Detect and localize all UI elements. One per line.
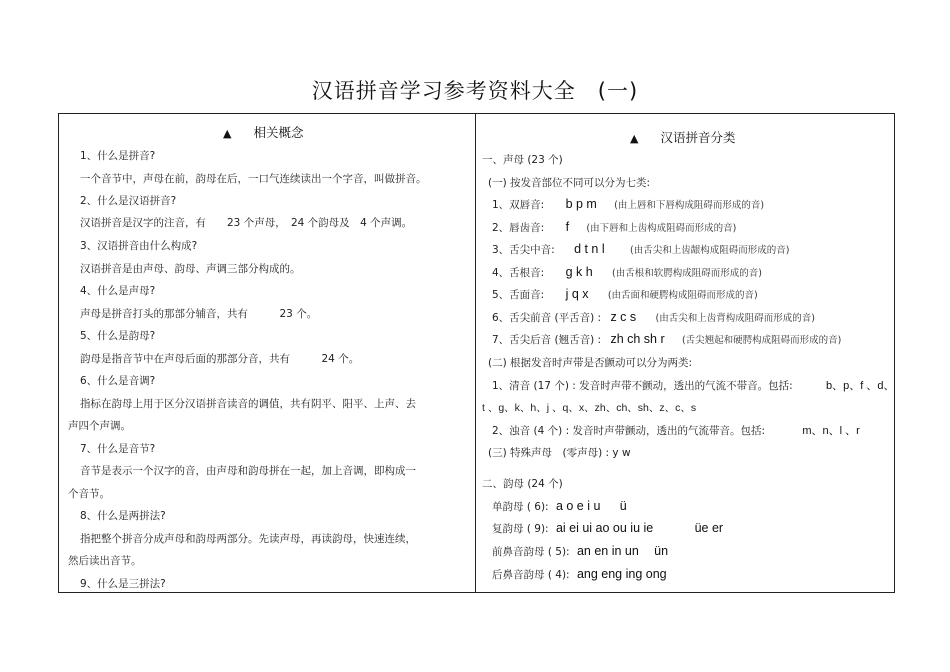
place-row-3 — [492, 242, 789, 257]
place-letters: b p m — [565, 197, 597, 211]
place-note: (由下唇和上齿构成阻碍而形成的音) — [586, 223, 737, 234]
yunmu-extra: ün — [654, 544, 669, 558]
yunmu-letters: ang eng ing ong — [576, 567, 667, 581]
place-note: (由舌根和软腭构成阻碍而形成的音) — [612, 268, 762, 279]
answer-7-line-1: 音节是表示一个汉字的音，由声母和韵母拼在一起，加上音调，即构成一 — [80, 465, 416, 477]
zhuoyin-letters: m、n、l 、r — [802, 425, 860, 437]
zhuoyin-description: 2、浊音 (4 个) : 发音时声带颤动，透出的气流带音。包括: — [492, 425, 765, 437]
right-column-heading — [630, 128, 735, 146]
place-label: 4、舌根音: — [492, 267, 545, 279]
place-row-6 — [492, 310, 815, 325]
place-letters: j q x — [565, 287, 589, 301]
question-6: 6、什么是音调? — [80, 375, 156, 387]
place-letters: zh ch sh r — [610, 332, 665, 346]
place-label: 1、双唇音: — [492, 199, 545, 211]
qingyin-line-1 — [492, 377, 894, 393]
answer-8-line-1: 指把整个拼音分成声母和韵母两部分。先读声母，再读韵母，快速连续， — [80, 533, 416, 545]
place-label: 3、舌尖中音: — [492, 244, 555, 256]
answer-4-line-1: 声母是拼音打头的那部分辅音，共有 23 个。 — [80, 308, 318, 320]
yunmu-row-3 — [492, 544, 668, 559]
place-note: (由舌面和硬腭构成阻碍而形成的音) — [607, 290, 758, 301]
shengmu-subsection-3: (三) 特殊声母 (零声母) : y w — [488, 447, 631, 459]
place-note: (舌尖翘起和硬腭构成阻碍而形成的音) — [681, 335, 842, 346]
zhuoyin-line — [492, 422, 860, 438]
column-divider — [475, 113, 476, 593]
place-row-4 — [492, 265, 762, 280]
qingyin-letters: b、p、f 、d、 — [826, 380, 895, 392]
yunmu-letters: a o e i u — [555, 499, 601, 513]
place-row-1 — [492, 197, 764, 212]
yunmu-row-1 — [492, 499, 627, 514]
place-note: (由舌尖和上齿龈构成阻碍而形成的音) — [629, 245, 790, 256]
answer-6-line-2: 声四个声调。 — [68, 420, 131, 432]
place-row-7 — [492, 332, 841, 347]
place-note: (由舌尖和上齿背构成阻碍而形成的音) — [655, 313, 815, 324]
place-letters: f — [565, 220, 570, 234]
left-column-heading — [223, 123, 303, 141]
right-heading-text: 汉语拼音分类 — [660, 130, 736, 145]
left-heading-text: 相关概念 — [253, 125, 304, 140]
place-letters: g k h — [565, 265, 593, 279]
answer-5-line-1: 韵母是指音节中在声母后面的那部分音，共有 24 个。 — [80, 353, 360, 365]
shengmu-title: 一、声母 (23 个) — [482, 154, 563, 166]
place-label: 5、舌面音: — [492, 289, 545, 301]
question-8: 8、什么是两拼法? — [80, 510, 166, 522]
place-row-5 — [492, 287, 758, 302]
yunmu-letters: an en in un — [576, 544, 639, 558]
answer-8-line-2: 然后读出音节。 — [68, 555, 142, 567]
answer-2-line-1: 汉语拼音是汉字的注音，有 23 个声母， 24 个韵母及 4 个声调。 — [80, 217, 413, 229]
yunmu-extra: ü — [619, 499, 627, 513]
answer-3-line-1: 汉语拼音是由声母、韵母、声调三部分构成的。 — [80, 263, 301, 275]
qingyin-description: 1、清音 (17 个) : 发音时声带不颤动，透出的气流不带音。包括: — [492, 380, 793, 392]
black-triangle-icon: ▲ — [223, 127, 232, 140]
place-letters: d t n l — [574, 242, 605, 256]
yunmu-letters: ai ei ui ao ou iu ie — [555, 521, 654, 535]
shengmu-subsection-2: (二) 根据发音时声带是否颤动可以分为两类: — [488, 357, 693, 369]
place-note: (由上唇和下唇构成阻碍而形成的音) — [614, 200, 765, 211]
place-label: 2、唇齿音: — [492, 222, 545, 234]
yunmu-row-2 — [492, 521, 723, 536]
place-label: 7、舌尖后音 (翘舌音) : — [492, 334, 602, 346]
page-title: 汉语拼音学习参考资料大全 (一) — [311, 79, 639, 103]
yunmu-label: 后鼻音韵母 ( 4): — [492, 569, 570, 581]
yunmu-extra: üe er — [694, 521, 724, 535]
yunmu-label: 单韵母 ( 6): — [492, 501, 549, 513]
question-2: 2、什么是汉语拼音? — [80, 195, 177, 207]
place-letters: z c s — [610, 310, 637, 324]
question-9: 9、什么是三拼法? — [80, 578, 166, 590]
place-label: 6、舌尖前音 (平舌音) : — [492, 312, 602, 324]
question-4: 4、什么是声母? — [80, 285, 156, 297]
question-5: 5、什么是韵母? — [80, 330, 156, 342]
black-triangle-icon: ▲ — [630, 132, 639, 145]
place-row-2 — [492, 220, 736, 235]
shengmu-subsection-1: (一) 按发音部位不同可以分为七类: — [488, 177, 651, 189]
qingyin-line-2: t 、g、k、h、j 、q、x、zh、ch、sh、z、c、s — [482, 402, 697, 414]
answer-7-line-2: 个音节。 — [68, 488, 110, 500]
question-7: 7、什么是音节? — [80, 443, 156, 455]
answer-1-line-1: 一个音节中，声母在前，韵母在后，一口气连续读出一个字音，叫做拼音。 — [80, 173, 427, 185]
yunmu-label: 复韵母 ( 9): — [492, 523, 549, 535]
yunmu-title: 二、韵母 (24 个) — [482, 478, 563, 490]
yunmu-row-4 — [492, 567, 667, 582]
question-1: 1、什么是拼音? — [80, 150, 156, 162]
yunmu-label: 前鼻音韵母 ( 5): — [492, 546, 570, 558]
question-3: 3、汉语拼音由什么构成? — [80, 240, 198, 252]
answer-6-line-1: 指标在韵母上用于区分汉语拼音读音的调值，共有阴平、阳平、上声、去 — [80, 398, 416, 410]
